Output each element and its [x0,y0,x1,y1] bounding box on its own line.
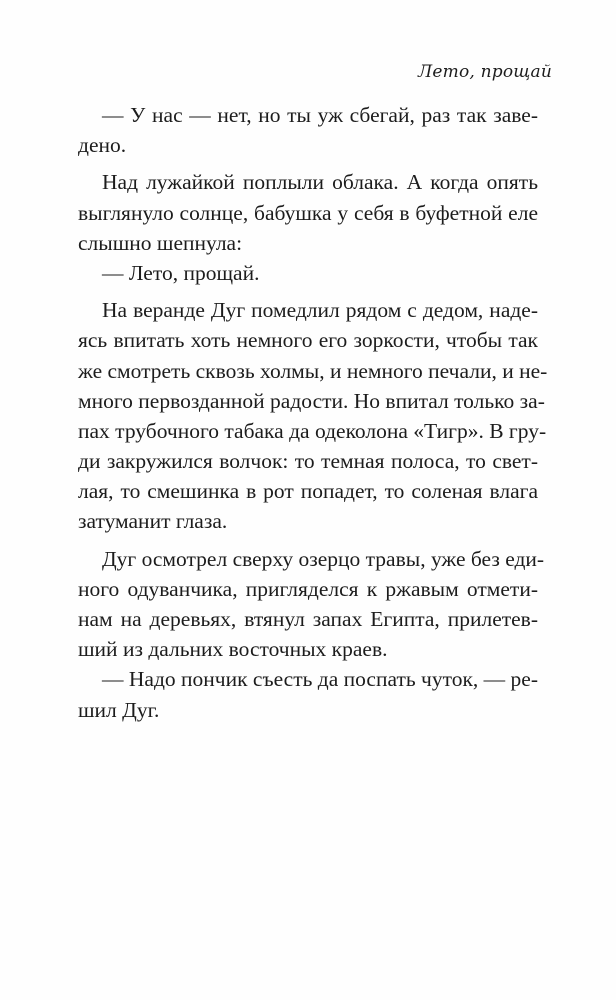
text-line: слышно шепнула: [78,230,243,255]
text-line: же смотреть сквозь холмы, и немного печали, и не- [78,358,548,383]
body-text [78,100,548,725]
text-line: ди закружился волчок: то темная полоса, то свет- [78,449,538,474]
paragraph [78,664,538,724]
text-line: На веранде Дуг помедлил рядом с дедом, наде- [102,298,538,323]
text-line: дено. [78,133,127,158]
paragraph [78,100,538,160]
text-line: Над лужайкой поплыли облака. А когда опять [102,170,538,195]
text-line: ного одуванчика, пригляделся к ржавым отмети- [78,576,538,601]
text-line: пах трубочного табака да одеколона «Тигр». В гру- [78,418,547,443]
paragraph [78,544,545,665]
paragraph [78,258,538,288]
text-line: — Надо пончик съесть да поспать чуток, — ре- [102,667,538,692]
text-line: — Лето, прощай. [102,260,260,285]
text-line: много первозданной радости. Но впитал только за- [78,388,545,413]
text-line: затуманит глаза. [78,509,228,534]
text-line: выглянуло солнце, бабушка у себя в буфетной еле [78,200,538,225]
paragraph [78,295,548,537]
text-line: шил Дуг. [78,697,160,722]
text-line: нам на деревьях, втянул запах Египта, прилетев- [78,607,538,631]
running-head: Лето, прощай [418,62,552,82]
text-line: лая, то смешинка в рот попадет, то соленая влага [78,479,538,504]
text-line: ший из дальних восточных краев. [78,637,388,662]
text-line: Дуг осмотрел сверху озерцо травы, уже без еди- [102,546,545,571]
paragraph [78,167,538,258]
text-line: — У нас — нет, но ты уж сбегай, раз так заве- [102,103,538,127]
text-line: ясь впитать хоть немного его зоркости, чтобы так [78,328,538,353]
